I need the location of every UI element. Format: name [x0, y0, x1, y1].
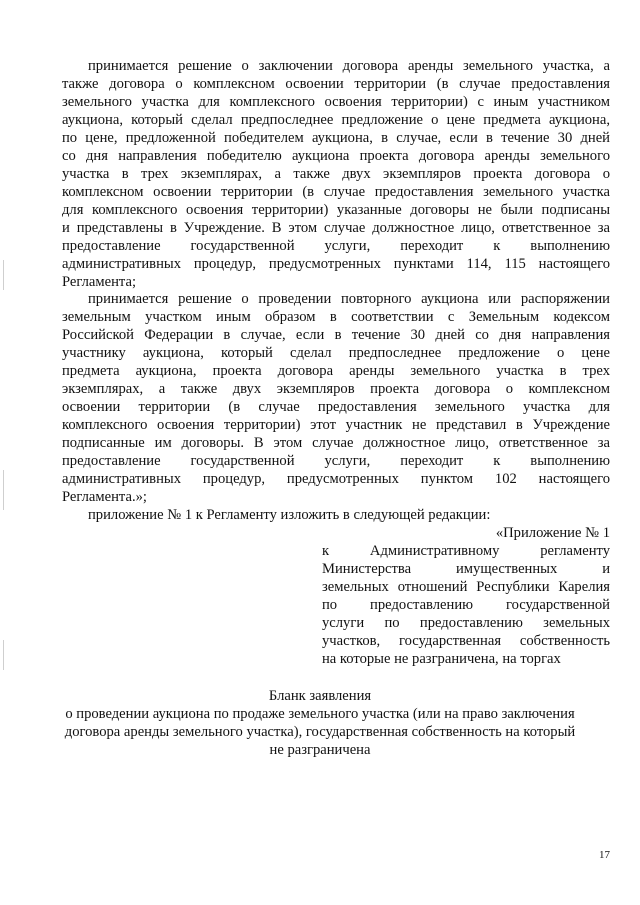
- appendix-line: по предоставлению государственной: [322, 597, 610, 613]
- text-line: освоении территории (в случае предоставления земельного участка для: [62, 399, 610, 415]
- scan-margin-mark: [3, 260, 4, 290]
- appendix-line: к Административному регламенту: [322, 543, 610, 559]
- appendix-line: земельных отношений Республики Карелия: [322, 579, 610, 595]
- paragraph-appendix-intro: приложение № 1 к Регламенту изложить в следующей редакции:: [88, 507, 491, 523]
- text-line: комплексном освоении территории (в случае предоставления земельного участка: [62, 184, 610, 200]
- text-line: предоставление государственной услуги, переходит к выполнению: [62, 238, 610, 254]
- appendix-line: услуги по предоставлению земельных: [322, 615, 610, 631]
- text-line: предоставление государственной услуги, переходит к выполнению: [62, 453, 610, 469]
- text-line: участка в трех экземплярах, а также двух экземпляров проекта договора о: [62, 166, 610, 182]
- text-line: принимается решение о проведении повторного аукциона или распоряжении: [88, 291, 610, 307]
- text-line: Российской Федерации в случае, если в течение 30 дней со дня направления: [62, 327, 610, 343]
- text-line: Регламента;: [62, 274, 137, 290]
- form-subtitle-line: договора аренды земельного участка), государственная собственность на который: [64, 724, 576, 740]
- scan-margin-mark: [3, 640, 4, 670]
- text-line: подписанные им договоры. В этом случае должностное лицо, ответственное за: [62, 435, 610, 451]
- scan-margin-mark: [3, 470, 4, 510]
- text-line: по цене, предложенной победителем аукциона, в случае, если в течение 30 дней: [62, 130, 610, 146]
- text-line: и представлены в Учреждение. В этом случае должностное лицо, ответственное за: [62, 220, 610, 236]
- text-line: земельного участка для комплексного освоения территории) с иным участником: [62, 94, 610, 110]
- appendix-heading: «Приложение № 1: [495, 525, 610, 541]
- page-number: 17: [599, 849, 610, 861]
- appendix-line: на которые не разграничена, на торгах: [322, 651, 561, 667]
- text-line: Регламента.»;: [62, 489, 147, 505]
- form-subtitle-line: о проведении аукциона по продаже земельного участка (или на право заключения: [65, 706, 575, 722]
- appendix-line: участков, государственная собственность: [322, 633, 610, 649]
- text-line: комплексного освоения территории) этот участник не представил в Учреждение: [62, 417, 610, 433]
- text-line: со дня направления победителю аукциона проекта договора аренды земельного: [62, 148, 610, 164]
- text-line: административных процедур, предусмотренных пунктом 102 настоящего: [62, 471, 610, 487]
- text-line: предмета аукциона, проекта договора аренды земельного участка в трех: [62, 363, 610, 379]
- text-line: экземплярах, а также двух экземпляров проекта договора о комплексном: [62, 381, 610, 397]
- form-title: Бланк заявления: [268, 688, 372, 704]
- text-line: принимается решение о заключении договора аренды земельного участка, а: [88, 58, 610, 74]
- text-line: земельным участком иным образом в соответствии с Земельным кодексом: [62, 309, 610, 325]
- text-line: для комплексного освоения территории) указанные договоры не были подписаны: [62, 202, 610, 218]
- text-line: участнику аукциона, который сделал предпоследнее предложение о цене: [62, 345, 610, 361]
- text-line: аукциона, который сделал предпоследнее предложение о цене предмета аукциона,: [62, 112, 610, 128]
- appendix-line: Министерства имущественных и: [322, 561, 610, 577]
- text-line: также договора о комплексном освоении территории (в случае предоставления: [62, 76, 610, 92]
- text-line: административных процедур, предусмотренных пунктами 114, 115 настоящего: [62, 256, 610, 272]
- form-subtitle-line: не разграничена: [269, 742, 371, 758]
